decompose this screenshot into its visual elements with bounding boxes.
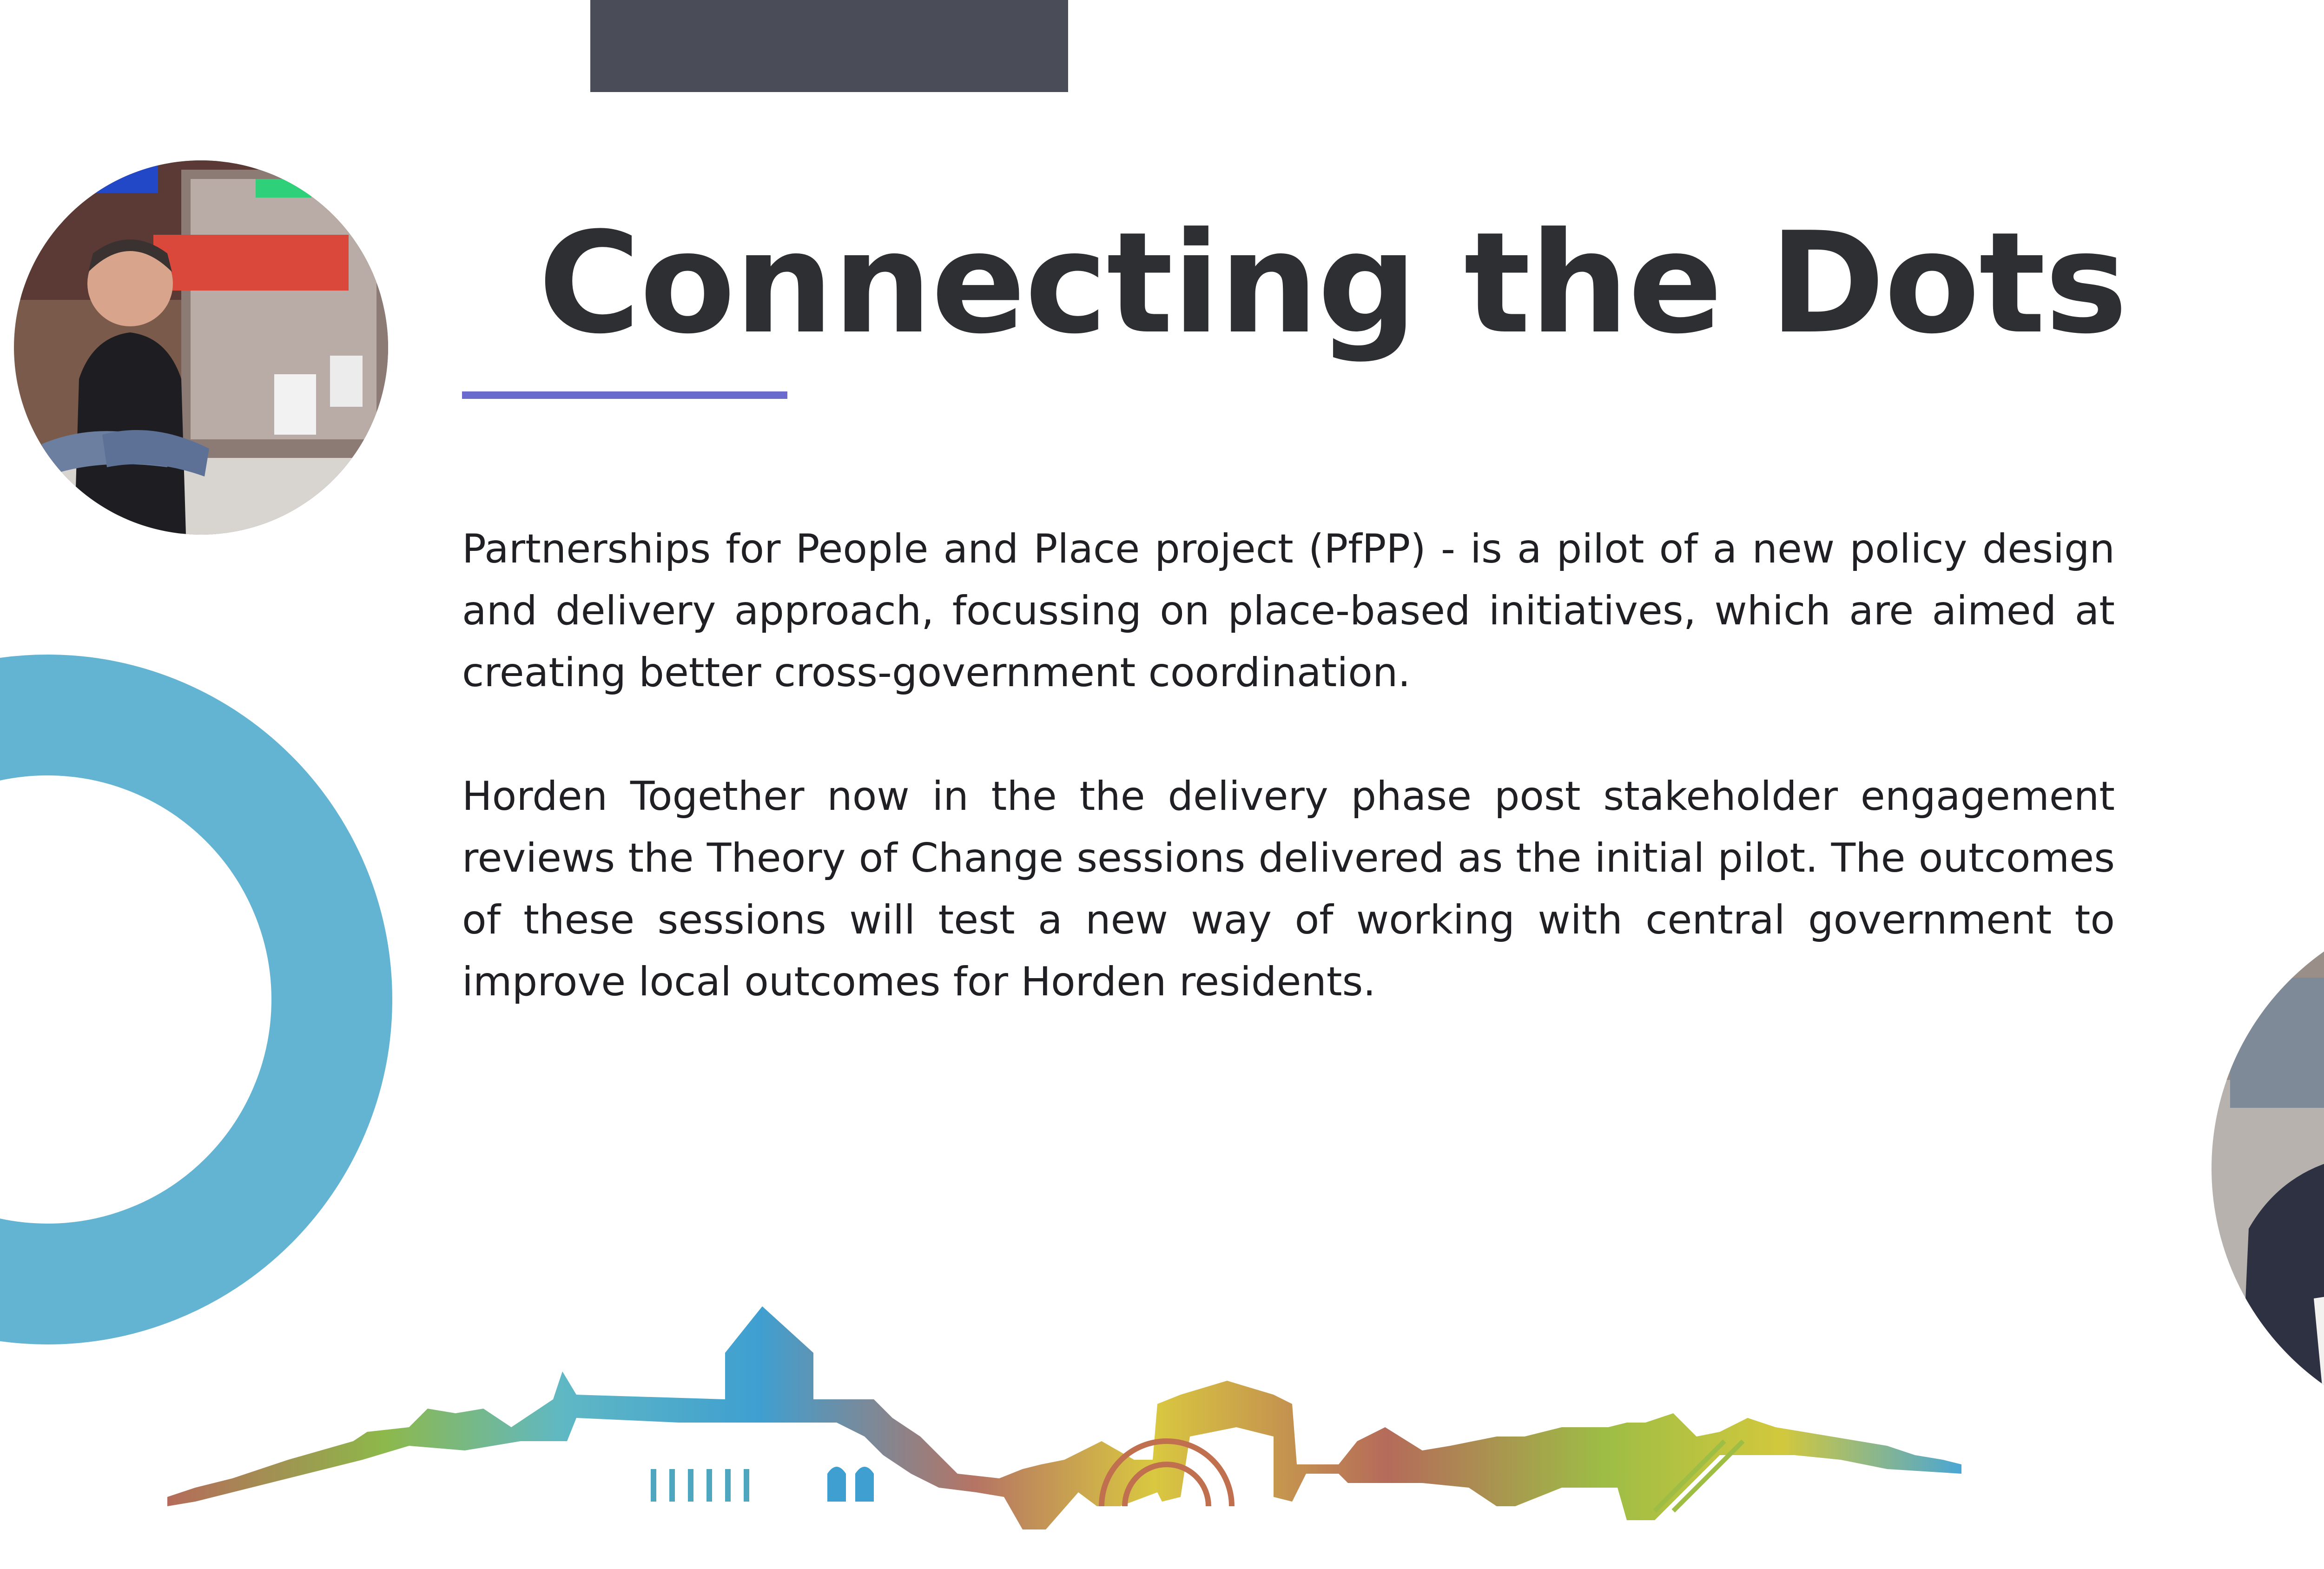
paragraph-horden-together: Horden Together now in the the delivery phase post stakeholder engagement reviews the Theory of Change sessions delivered as the initial pilot. The outcomes of these sessions will test a new way of working with central government to improve local outcomes for Horden residents. [462,773,2115,1005]
body-text [462,518,2115,1075]
decorative-ring [0,655,392,1344]
photo-elderly-couple [2212,903,2324,1433]
page-title: Connecting the Dots [538,202,2127,364]
top-decorative-bar [590,0,1068,92]
paragraph-pfpp: Partnerships for People and Place project (PfPP) - is a pilot of a new policy design and delivery approach, focussing on place-based initiatives, which are aimed at creating better cross-government coordination. [462,526,2115,696]
photo-tattoo-shop-man [14,160,388,535]
horden-skyline-illustration [167,1288,2212,1548]
title-underline [462,391,787,399]
